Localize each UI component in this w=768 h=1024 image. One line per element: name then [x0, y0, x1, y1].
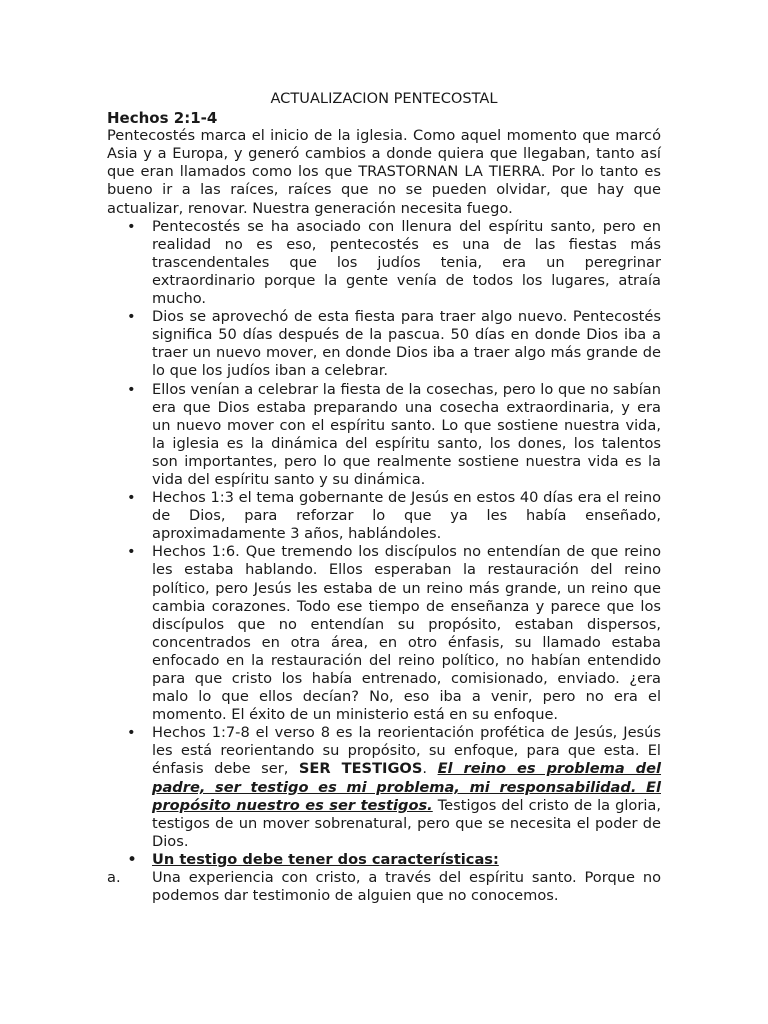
scripture-heading: Hechos 2:1-4 — [107, 109, 218, 128]
bullet-item-2: • Dios se aprovechó de esta fiesta para traer algo nuevo. Pentecostés significa 50 días después de la pascua. 50 días en donde Dios iba a traer un nuevo mover, en donde Dios iba a traer algo más grande de lo que los judíos iban a celebrar. — [107, 308, 661, 380]
item-a-marker: a. — [107, 869, 121, 887]
bullet-item-6 — [107, 724, 661, 851]
document-page — [107, 90, 661, 905]
bullet-item-3: • Ellos venían a celebrar la fiesta de la cosechas, pero lo que no sabían era que Dios estaba preparando una cosecha extraordinaria, y era un nuevo mover con el espíritu santo. Lo que sostiene nuestra vida, la iglesia es la dinámica del espíritu santo, los dones, los talentos son importantes, pero lo que realmente sostiene nuestra vida es la vida del espíritu santo y su dinámica. — [107, 381, 661, 490]
characteristics-heading: Un testigo debe tener dos características: — [152, 850, 499, 868]
ser-testigos-emphasis: SER TESTIGOS — [298, 760, 423, 778]
item-a-text: Una experiencia con cristo, a través del espíritu santo. Porque no podemos dar testimonio de alguien que no conocemos. — [152, 869, 661, 905]
bullet-list — [107, 218, 661, 906]
bold-italic-statement: El reino es problema del padre, ser testigo es mi problema, mi responsabilidad. El propósito nuestro es ser testigos. — [152, 760, 662, 814]
bullet-item-4: • Hechos 1:3 el tema gobernante de Jesús en estos 40 días era el reino de Dios, para reforzar lo que ya les había enseñado, aproximadamente 3 años, hablándoles. — [107, 489, 661, 543]
list-item-a — [107, 869, 661, 905]
document-title: ACTUALIZACION PENTECOSTAL — [270, 90, 498, 107]
bullet-6-period: . — [422, 760, 438, 778]
bullet-item-1: • Pentecostés se ha asociado con llenura del espíritu santo, pero en realidad no es eso, pentecostés es una de las fiestas más trascendentales que los judíos tenia, era un peregrinar extraordinario porque la gente venía de todos los lugares, atraía mucho. — [107, 218, 661, 308]
bullet-item-7 — [107, 851, 661, 869]
bullet-6-tail: Testigos del cristo de la gloria, testigos de un mover sobrenatural, pero que se necesita el poder de Dios. — [152, 796, 661, 850]
bullet-item-5: • Hechos 1:6. Que tremendo los discípulos no entendían de que reino les estaba hablando. Ellos esperaban la restauración del reino político, pero Jesús les estaba de un reino más grande, un reino que cambia corazones. Todo ese tiempo de enseñanza y parece que los discípulos que no entendían su propósito, estaban dispersos, concentrados en otra área, en otro énfasis, su llamado estaba enfocado en la restauración del reino político, no habían entendido para que cristo los había entrenado, comisionado, enviado. ¿era malo lo que ellos decían? No, eso iba a venir, pero no era el momento. El éxito de un ministerio está en su enfoque. — [107, 543, 661, 724]
intro-paragraph: Pentecostés marca el inicio de la iglesia. Como aquel momento que marcó Asia y a Europa, y generó cambios a donde quiera que llegaban, tanto así que eran llamados como los que TRASTORNAN LA TIERRA. Por lo tanto es bueno ir a las raíces, raíces que no se pueden olvidar, que hay que actualizar, renovar. Nuestra generación necesita fuego. — [107, 127, 661, 217]
bullet-6-text: Hechos 1:7-8 el verso 8 es la reorientación profética de Jesús, Jesús les está reorientando su propósito, su enfoque, para que esta. El énfasis debe ser, — [152, 724, 661, 778]
